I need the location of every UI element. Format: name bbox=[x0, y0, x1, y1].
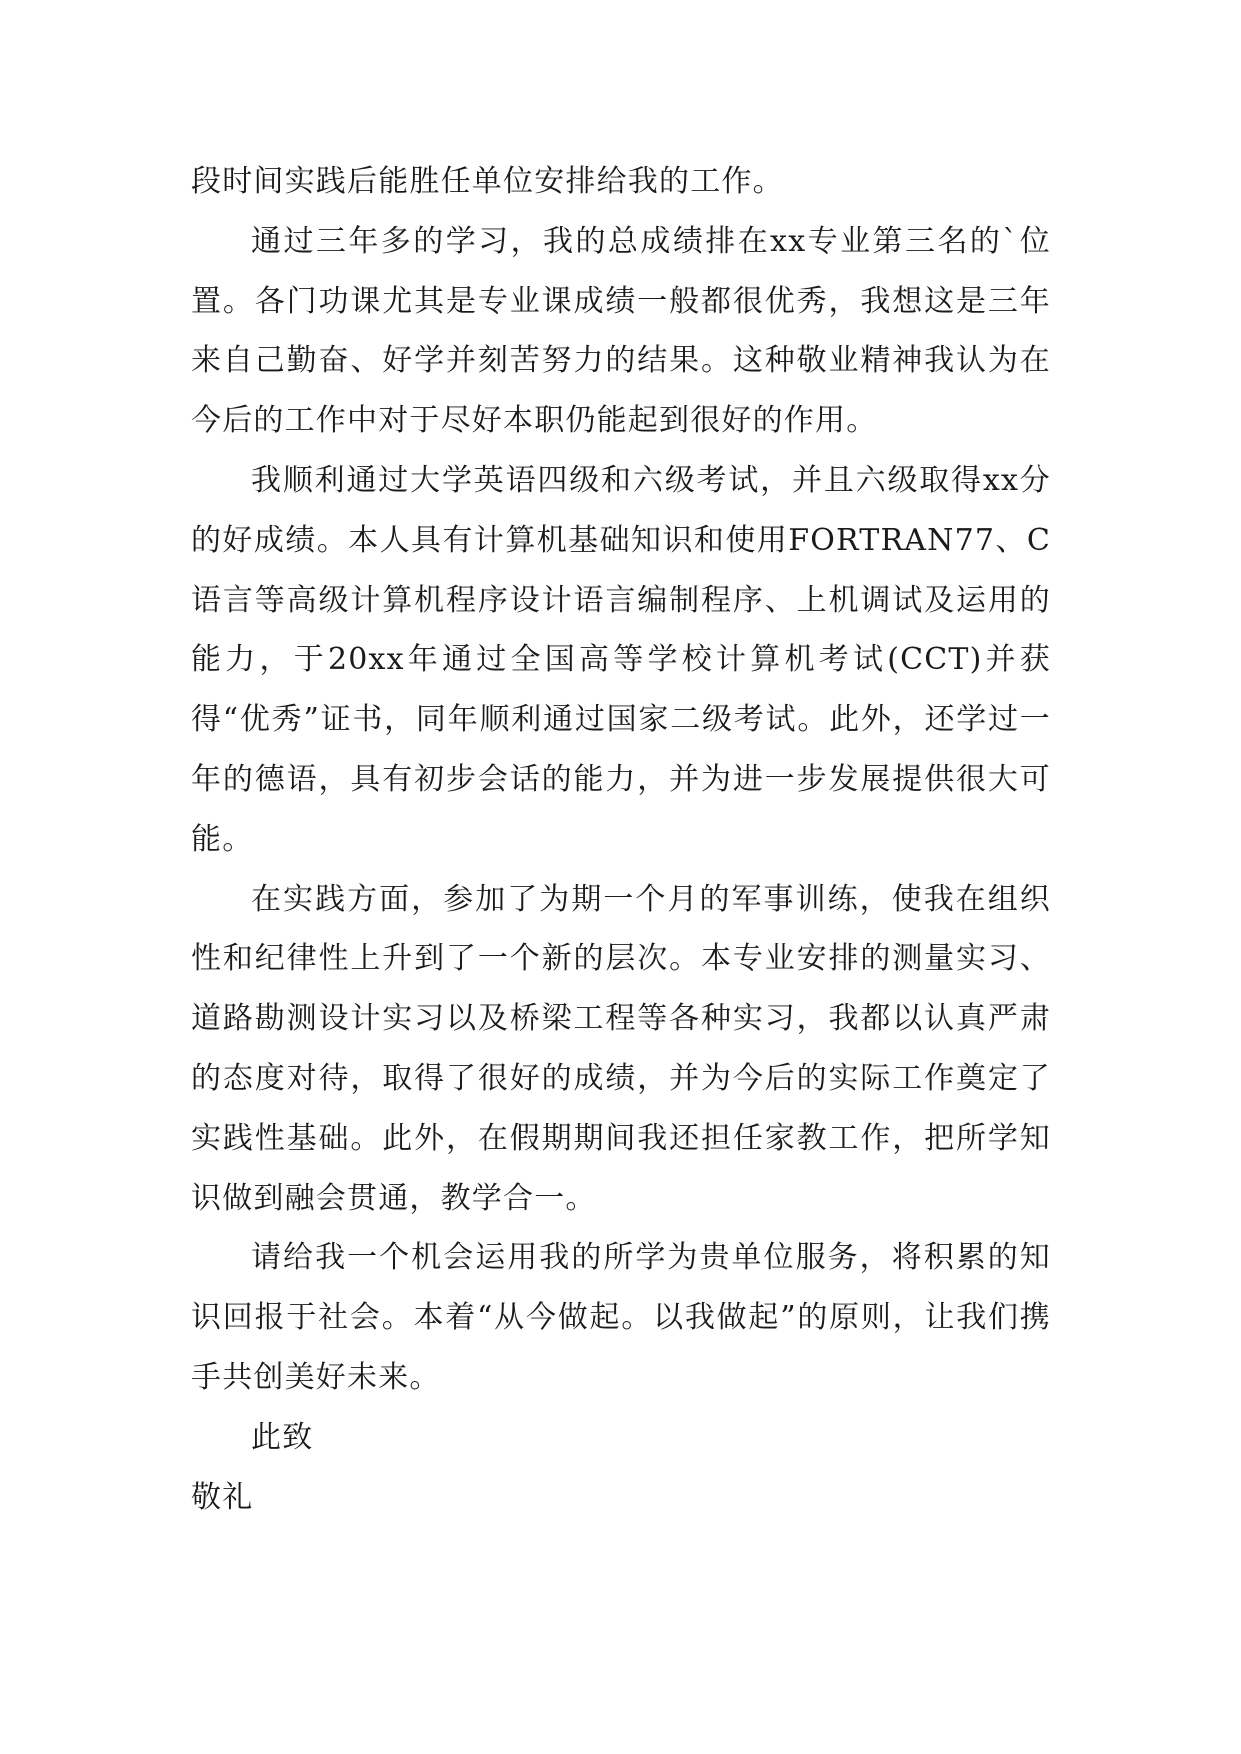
paragraph-academic-record: 通过三年多的学习，我的总成绩排在xx专业第三名的`位置。各门功课尤其是专业课成绩一般都很优秀，我想这是三年来自己勤奋、好学并刻苦努力的结果。这种敬业精神我认为在今后的工作中对于尽好本职仍能起到很好的作用。 bbox=[191, 223, 1051, 439]
salutation: 敬礼 bbox=[191, 1479, 254, 1515]
closing-phrase: 此致 bbox=[251, 1419, 314, 1455]
paragraph-skills: 我顺利通过大学英语四级和六级考试，并且六级取得xx分的好成绩。本人具有计算机基础知识和使用FORTRAN77、C语言等高级计算机程序设计语言编制程序、上机调试及运用的能力，于20xx年通过全国高等学校计算机考试(CCT)并获得“优秀”证书，同年顺利通过国家二级考试。此外，还学过一年的德语，具有初步会话的能力，并为进一步发展提供很大可能。 bbox=[191, 462, 1051, 857]
letter-body bbox=[191, 152, 1051, 1527]
paragraph-practice: 在实践方面，参加了为期一个月的军事训练，使我在组织性和纪律性上升到了一个新的层次。本专业安排的测量实习、道路勘测设计实习以及桥梁工程等各种实习，我都以认真严肃的态度对待，取得了很好的成绩，并为今后的实际工作奠定了实践性基础。此外，在假期期间我还担任家教工作，把所学知识做到融会贯通，教学合一。 bbox=[191, 881, 1051, 1216]
paragraph-request: 请给我一个机会运用我的所学为贵单位服务，将积累的知识回报于社会。本着“从今做起。以我做起”的原则，让我们携手共创美好未来。 bbox=[191, 1240, 1051, 1395]
paragraph-continuation: 段时间实践后能胜任单位安排给我的工作。 bbox=[191, 164, 784, 199]
